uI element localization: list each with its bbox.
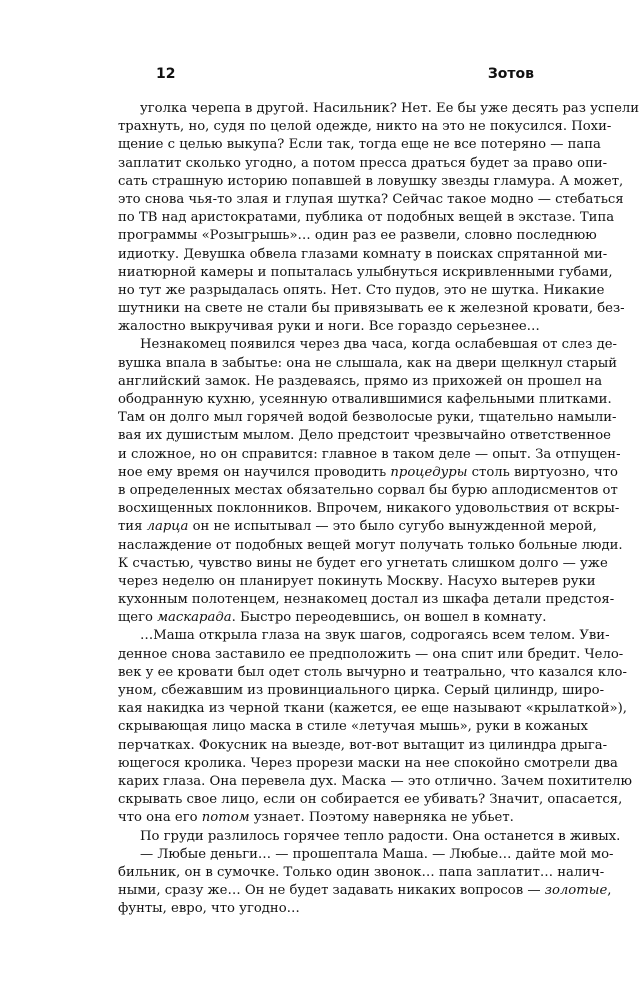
text-line: [118, 282, 605, 300]
text-segment: карих глаза. Она перевела дух. Маска — это отлично. Зачем похитителю: [118, 773, 632, 789]
text-line: [118, 828, 621, 846]
text-segment: ное ему время он научился проводить: [118, 464, 391, 480]
italic-word: золотые: [544, 883, 608, 899]
text-line: [118, 155, 608, 173]
text-line: [118, 209, 615, 227]
text-segment: перчатках. Фокусник на выезде, вот-вот вытащит из цилиндра дрыга-: [118, 737, 608, 753]
text-segment: — Любые деньги… — прошептала Маша. — Любые… дайте мой мо-: [140, 846, 614, 862]
text-line: [118, 882, 612, 900]
text-segment: По груди разлилось горячее тепло радости. Она останется в живых.: [140, 828, 621, 844]
text-segment: ободранную кухню, усеянную отвалившимися кафельными плитками.: [118, 392, 612, 407]
text-line: [118, 809, 564, 827]
text-line: [118, 191, 624, 209]
text-segment: он не испытывал — это было сугубо вынужденной мерой,: [188, 519, 597, 535]
text-segment: К счастью, чувство вины не будет его угнетать слишком долго — уже: [118, 555, 608, 571]
text-line: [118, 227, 597, 245]
text-segment: ,: [607, 883, 612, 899]
text-line: [118, 446, 621, 464]
text-line: [118, 718, 588, 736]
text-line: [118, 409, 617, 427]
text-segment: заплатит сколько угодно, а потом пресса драться будет за право опи-: [118, 155, 608, 171]
text-line: [118, 791, 623, 809]
text-segment: идиотку. Девушка обвела глазами комнату в поисках спрятанной ми-: [118, 246, 608, 262]
text-segment: трахнуть, но, судя по целой одежде, никто на это не покусился. Похи-: [118, 119, 612, 135]
text-line: [118, 646, 624, 664]
text-line: [118, 136, 601, 154]
text-segment: кая накидка из черной ткани (кажется, ее еще называют «крылаткой»),: [118, 701, 627, 717]
paragraph: [118, 846, 614, 919]
text-line: [118, 700, 627, 718]
text-segment: скрывающая лицо маска в стиле «летучая мышь», руки в кожаных: [118, 719, 588, 735]
italic-word: маскарада: [157, 610, 232, 626]
paragraph: [118, 336, 623, 627]
text-line: [118, 755, 618, 773]
text-segment: по ТВ над аристократами, публика от подобных вещей в экстазе. Типа: [118, 210, 615, 226]
text-line: [118, 246, 608, 264]
text-segment: фунты, евро, что угодно…: [118, 901, 300, 917]
text-segment: бильник, он в сумочке. Только один звонок… папа заплатит… налич-: [118, 864, 605, 880]
text-line: [118, 573, 596, 591]
text-line: [118, 373, 603, 391]
text-line: [118, 118, 612, 136]
text-segment: шутники на свете не стали бы привязывать ее к железной кровати, без-: [118, 301, 625, 317]
text-segment: но тут же разрыдалась опять. Нет. Сто пудов, это не шутка. Никакие: [118, 282, 605, 298]
text-segment: …Маша открыла глаза на звук шагов, содрогаясь всем телом. Уви-: [140, 628, 610, 644]
text-segment: уголка черепа в другой. Насильник? Нет. Ее бы уже десять раз успели: [140, 101, 640, 116]
running-title: Зотов: [487, 66, 534, 82]
text-line: [118, 336, 617, 354]
text-segment: век у ее кровати был одет столь вычурно и театрально, что казался кло-: [118, 664, 627, 680]
text-line: [118, 173, 624, 191]
text-line: [118, 591, 615, 609]
text-line: [118, 737, 608, 755]
text-line: [118, 318, 564, 336]
text-segment: уном, сбежавшим из провинциального цирка. Серый цилиндр, широ-: [118, 683, 605, 698]
text-segment: кухонным полотенцем, незнакомец достал из шкафа детали предстоя-: [118, 592, 615, 608]
text-line: [118, 100, 640, 118]
text-segment: через неделю он планирует покинуть Москву. Насухо вытерев руки: [118, 573, 596, 589]
body-text: [118, 100, 640, 918]
paragraph: [118, 100, 640, 336]
text-segment: что она его: [118, 810, 202, 826]
text-segment: в определенных местах обязательно сорвал бы бурю аплодисментов от: [118, 482, 618, 498]
text-line: [118, 773, 632, 791]
text-segment: узнает. Поэтому наверняка не убьет.: [249, 810, 514, 826]
text-segment: Там он долго мыл горячей водой безволосые руки, тщательно намыли-: [118, 410, 617, 426]
text-segment: Незнакомец появился через два часа, когда ослабевшая от слез де-: [140, 337, 617, 353]
text-line: [118, 391, 612, 409]
text-segment: восхищенных поклонников. Впрочем, никакого удовольствия от вскры-: [118, 501, 620, 517]
text-line: [118, 427, 611, 445]
text-segment: ными, сразу же… Он не будет задавать никаких вопросов —: [118, 883, 545, 899]
text-line: [118, 900, 564, 918]
text-segment: жалостно выкручивая руки и ноги. Все гораздо серьезнее…: [118, 319, 540, 335]
text-line: [118, 627, 610, 645]
text-segment: английский замок. Не раздеваясь, прямо из прихожей он прошел на: [118, 373, 603, 389]
text-segment: щего: [118, 610, 158, 626]
page-header: [118, 66, 564, 86]
paragraph: [118, 627, 632, 827]
text-line: [118, 846, 614, 864]
text-segment: вушка впала в забытье: она не слышала, как на двери щелкнул старый: [118, 355, 618, 371]
text-segment: скрывать свое лицо, если он собирается ее убивать? Значит, опасается,: [118, 792, 623, 808]
italic-word: потом: [201, 810, 250, 826]
text-line: [118, 864, 605, 882]
text-segment: столь виртуозно, что: [467, 464, 618, 480]
text-line: [118, 482, 618, 500]
italic-word: процедуры: [390, 464, 468, 480]
text-line: [118, 355, 618, 373]
text-segment: ющегося кролика. Через прорези маски на нее спокойно смотрели два: [118, 755, 618, 771]
text-segment: тия: [118, 519, 147, 535]
text-line: [118, 537, 623, 555]
text-segment: вая их душистым мылом. Дело предстоит чрезвычайно ответственное: [118, 428, 611, 444]
text-segment: щение с целью выкупа? Если так, тогда еще не все потеряно — папа: [118, 137, 601, 153]
text-segment: наслаждение от подобных вещей могут получать только больные люди.: [118, 537, 623, 553]
paragraph: [118, 828, 621, 846]
text-segment: и сложное, но он справится: главное в таком деле — опыт. За отпущен-: [118, 446, 621, 462]
text-line: [118, 609, 564, 627]
text-segment: программы «Розыгрышь»… один раз ее развели, словно последнюю: [118, 228, 597, 244]
text-segment: сать страшную историю попавшей в ловушку звезды гламура. А может,: [118, 173, 624, 189]
text-line: [118, 500, 620, 518]
book-page: [118, 0, 640, 1000]
text-segment: это снова чья-то злая и глупая шутка? Сейчас такое модно — стебаться: [118, 191, 624, 207]
text-segment: ниатюрной камеры и попыталась улыбнуться искривленными губами,: [118, 264, 613, 280]
text-segment: . Быстро переодевшись, он вошел в комнату.: [231, 610, 547, 626]
text-line: [118, 555, 608, 573]
text-segment: денное снова заставило ее предположить — она спит или бредит. Чело-: [118, 646, 624, 662]
text-line: [118, 264, 613, 282]
text-line: [118, 682, 605, 700]
italic-word: ларца: [146, 519, 189, 535]
text-line: [118, 518, 597, 536]
text-line: [118, 464, 618, 482]
text-line: [118, 664, 627, 682]
text-line: [118, 300, 625, 318]
page-number: 12: [156, 66, 176, 82]
